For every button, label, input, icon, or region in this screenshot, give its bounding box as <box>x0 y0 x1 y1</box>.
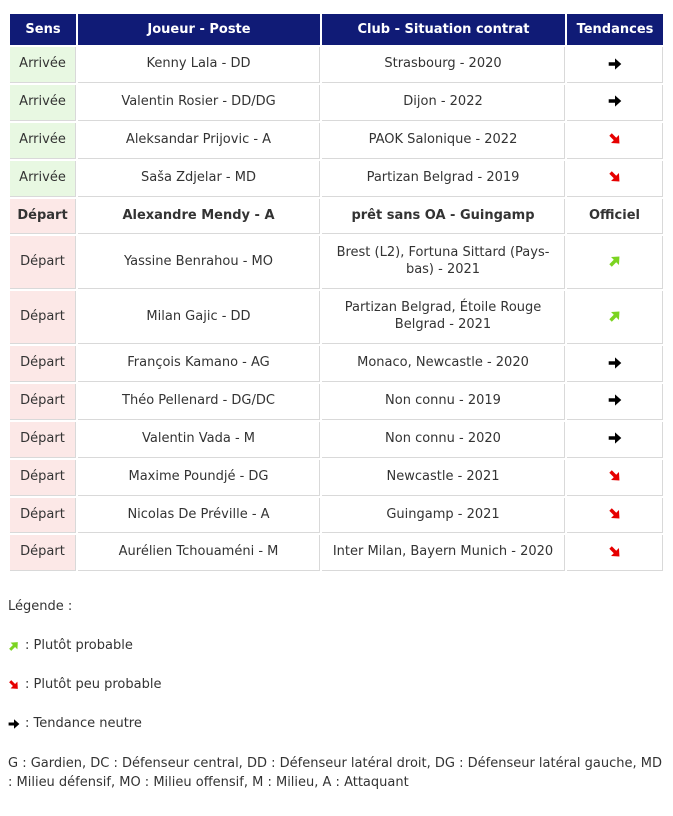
table-row <box>10 460 663 496</box>
trend-neutral-icon <box>608 356 622 370</box>
table-row <box>10 123 663 159</box>
trend-cell <box>567 422 663 458</box>
club-cell: PAOK Salonique - 2022 <box>322 123 565 159</box>
table-row <box>10 291 663 344</box>
legend-title: Légende : <box>8 599 73 615</box>
player-cell: Saša Zdjelar - MD <box>78 161 320 197</box>
legend-item-label: : Plutôt probable <box>25 638 133 654</box>
trend-cell <box>567 346 663 382</box>
sens-cell: Arrivée <box>10 161 76 197</box>
table-row <box>10 161 663 197</box>
sens-cell: Départ <box>10 460 76 496</box>
trend-down-icon <box>8 679 20 691</box>
legend-item <box>8 638 665 653</box>
legend-item-label: : Tendance neutre <box>25 716 142 732</box>
table-row <box>10 85 663 121</box>
club-cell: Guingamp - 2021 <box>322 498 565 534</box>
player-cell: Aleksandar Prijovic - A <box>78 123 320 159</box>
player-cell: Nicolas De Préville - A <box>78 498 320 534</box>
table-row <box>10 422 663 458</box>
trend-neutral-icon <box>608 393 622 407</box>
legend <box>8 599 665 731</box>
transfer-table-body <box>10 47 663 571</box>
trend-down-icon <box>608 170 622 184</box>
legend-items <box>8 638 665 731</box>
table-row <box>10 498 663 534</box>
player-cell: Théo Pellenard - DG/DC <box>78 384 320 420</box>
table-row <box>10 535 663 571</box>
trend-neutral-icon <box>608 57 622 71</box>
trend-cell: Officiel <box>567 199 663 235</box>
sens-cell: Départ <box>10 291 76 344</box>
col-header-player: Joueur - Poste <box>78 14 320 45</box>
player-cell: Valentin Rosier - DD/DG <box>78 85 320 121</box>
trend-up-icon <box>608 309 622 323</box>
trend-down-icon <box>608 132 622 146</box>
club-cell: Non connu - 2019 <box>322 384 565 420</box>
trend-cell <box>567 161 663 197</box>
trend-cell <box>567 498 663 534</box>
player-cell: Yassine Benrahou - MO <box>78 236 320 289</box>
trend-up-icon <box>608 254 622 268</box>
club-cell: Monaco, Newcastle - 2020 <box>322 346 565 382</box>
trend-cell <box>567 236 663 289</box>
club-cell: Strasbourg - 2020 <box>322 47 565 83</box>
legend-item-label: : Plutôt peu probable <box>25 677 162 693</box>
club-cell: Non connu - 2020 <box>322 422 565 458</box>
trend-neutral-icon <box>608 94 622 108</box>
sens-cell: Départ <box>10 346 76 382</box>
club-cell: Partizan Belgrad, Étoile Rouge Belgrad - 2021 <box>322 291 565 344</box>
col-header-club: Club - Situation contrat <box>322 14 565 45</box>
trend-neutral-icon <box>608 431 622 445</box>
player-cell: Alexandre Mendy - A <box>78 199 320 235</box>
club-cell: Newcastle - 2021 <box>322 460 565 496</box>
trend-down-icon <box>608 507 622 521</box>
trend-cell <box>567 460 663 496</box>
col-header-sens: Sens <box>10 14 76 45</box>
player-cell: Kenny Lala - DD <box>78 47 320 83</box>
transfers-table <box>8 12 665 573</box>
trend-down-icon <box>608 469 622 483</box>
sens-cell: Départ <box>10 422 76 458</box>
trend-up-icon <box>8 640 20 652</box>
sens-cell: Départ <box>10 498 76 534</box>
trend-cell <box>567 291 663 344</box>
player-cell: Milan Gajic - DD <box>78 291 320 344</box>
table-row <box>10 384 663 420</box>
club-cell: Partizan Belgrad - 2019 <box>322 161 565 197</box>
table-row <box>10 47 663 83</box>
sens-cell: Départ <box>10 236 76 289</box>
trend-cell <box>567 85 663 121</box>
sens-cell: Arrivée <box>10 85 76 121</box>
club-cell: Dijon - 2022 <box>322 85 565 121</box>
trend-down-icon <box>608 545 622 559</box>
legend-item <box>8 716 665 731</box>
trend-cell <box>567 47 663 83</box>
col-header-trend: Tendances <box>567 14 663 45</box>
trend-cell <box>567 535 663 571</box>
player-cell: Maxime Poundjé - DG <box>78 460 320 496</box>
player-cell: Valentin Vada - M <box>78 422 320 458</box>
sens-cell: Arrivée <box>10 123 76 159</box>
sens-cell: Départ <box>10 535 76 571</box>
table-row <box>10 236 663 289</box>
position-abbreviations: G : Gardien, DC : Défenseur central, DD : Défenseur latéral droit, DG : Défenseur latéral gauche, MD : Milieu défensif, MO : Milieu offensif, M : Milieu, A : Attaquant <box>8 756 662 791</box>
club-cell: prêt sans OA - Guingamp <box>322 199 565 235</box>
sens-cell: Départ <box>10 384 76 420</box>
table-header <box>10 14 663 45</box>
table-row <box>10 199 663 235</box>
club-cell: Inter Milan, Bayern Munich - 2020 <box>322 535 565 571</box>
player-cell: François Kamano - AG <box>78 346 320 382</box>
player-cell: Aurélien Tchouaméni - M <box>78 535 320 571</box>
legend-item <box>8 677 665 692</box>
trend-cell <box>567 123 663 159</box>
table-row <box>10 346 663 382</box>
trend-cell <box>567 384 663 420</box>
club-cell: Brest (L2), Fortuna Sittard (Pays-bas) - 2021 <box>322 236 565 289</box>
sens-cell: Départ <box>10 199 76 235</box>
sens-cell: Arrivée <box>10 47 76 83</box>
